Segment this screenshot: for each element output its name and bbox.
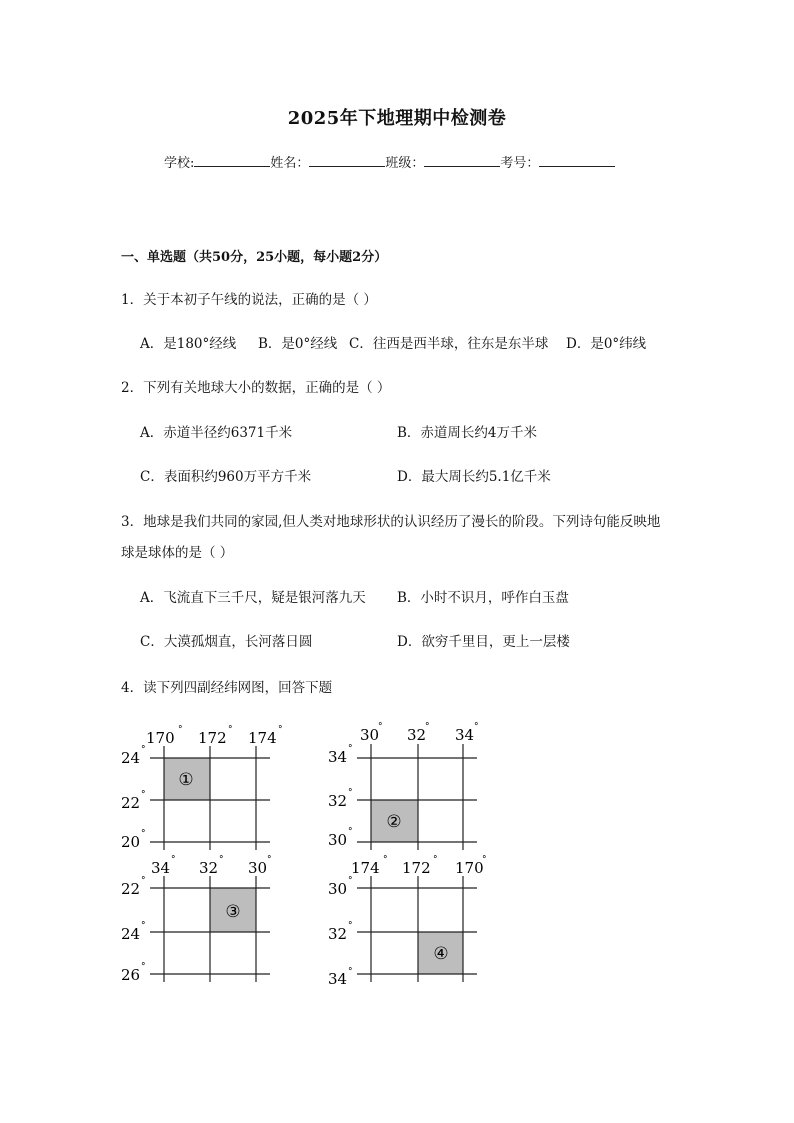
map-3-top-label-2: 32 [199, 859, 219, 877]
number-blank[interactable] [539, 152, 615, 167]
school-label: 学校: [164, 156, 195, 171]
svg-text:°: ° [141, 962, 146, 972]
map-2-marker: ② [386, 812, 402, 832]
svg-text:°: ° [378, 722, 383, 732]
map-4 [328, 855, 487, 988]
svg-text:°: ° [141, 876, 146, 886]
map-4-marker: ④ [433, 944, 449, 964]
map-3-top-label-3: 30 [248, 859, 268, 877]
svg-text:°: ° [178, 725, 183, 735]
map-3-side-label-1: 22 [121, 880, 141, 898]
map-1-marker: ① [178, 770, 194, 790]
svg-text:°: ° [433, 855, 438, 865]
q3-option-c: C．大漠孤烟直，长河落日圆 [140, 634, 313, 650]
svg-text:°: ° [278, 725, 283, 735]
svg-text:°: ° [141, 921, 146, 931]
svg-text:°: ° [348, 967, 353, 977]
q3-option-d: D．欲穷千里目，更上一层楼 [397, 634, 570, 650]
question-1-stem: 1．关于本初子午线的说法，正确的是（ ） [121, 292, 377, 308]
map-2-top-label-2: 32 [407, 726, 427, 744]
map-3 [121, 855, 272, 984]
student-info-row [164, 152, 615, 171]
map-1-side-label-3: 20 [121, 833, 141, 851]
graticule-maps [110, 718, 510, 1000]
svg-text:°: ° [228, 725, 233, 735]
school-blank[interactable] [194, 152, 270, 167]
svg-text:°: ° [348, 744, 353, 754]
page-title: 2025年下地理期中检测卷 [287, 108, 507, 129]
svg-text:°: ° [348, 876, 353, 886]
svg-text:°: ° [348, 788, 353, 798]
question-2-stem: 2．下列有关地球大小的数据，正确的是（ ） [121, 380, 391, 396]
map-1-top-label-1: 170 [146, 729, 175, 747]
svg-text:°: ° [383, 855, 388, 865]
map-4-side-label-3: 34 [328, 970, 348, 988]
map-2-top-label-3: 34 [455, 726, 475, 744]
svg-text:°: ° [171, 855, 176, 865]
svg-text:°: ° [425, 722, 430, 732]
q2-option-b: B．赤道周长约4万千米 [397, 425, 538, 441]
map-2-side-label-2: 32 [328, 792, 348, 810]
map-3-side-label-3: 26 [121, 966, 141, 984]
svg-text:°: ° [141, 829, 146, 839]
svg-text:°: ° [219, 855, 224, 865]
map-2-side-label-1: 34 [328, 748, 348, 766]
map-2 [328, 722, 479, 850]
map-2-side-label-3: 30 [328, 831, 348, 849]
q1-option-b: B．是0°经线 [258, 336, 338, 352]
svg-text:°: ° [141, 790, 146, 800]
name-blank[interactable] [309, 152, 385, 167]
map-3-marker: ③ [225, 902, 241, 922]
map-1-top-label-2: 172 [198, 729, 227, 747]
map-4-top-label-3: 170 [455, 859, 484, 877]
map-3-top-label-1: 34 [151, 859, 171, 877]
class-blank[interactable] [424, 152, 500, 167]
map-4-top-label-1: 174 [351, 859, 380, 877]
q2-option-d: D．最大周长约5.1亿千米 [397, 469, 551, 485]
map-4-side-label-1: 30 [328, 880, 348, 898]
map-1-side-label-1: 24 [121, 749, 141, 767]
svg-text:°: ° [474, 722, 479, 732]
map-1-side-label-2: 22 [121, 794, 141, 812]
q1-option-c: C．往西是西半球，往东是东半球 [349, 336, 549, 352]
q2-option-c: C．表面积约960万平方千米 [140, 469, 312, 485]
map-1-top-label-3: 174 [248, 729, 277, 747]
svg-text:°: ° [348, 921, 353, 931]
map-4-side-label-2: 32 [328, 925, 348, 943]
name-label: 姓名： [270, 156, 310, 171]
svg-text:°: ° [141, 745, 146, 755]
number-label: 考号： [500, 156, 540, 171]
svg-text:°: ° [482, 855, 487, 865]
question-3-stem-line2: 球是球体的是（ ） [121, 545, 234, 561]
q1-option-a: A．是180°经线 [140, 336, 237, 352]
class-label: 班级： [385, 156, 425, 171]
map-3-side-label-2: 24 [121, 925, 141, 943]
map-2-top-label-1: 30 [360, 726, 380, 744]
q3-option-b: B．小时不识月，呼作白玉盘 [397, 590, 569, 606]
q1-option-d: D．是0°纬线 [566, 336, 647, 352]
svg-text:°: ° [348, 827, 353, 837]
map-1 [121, 725, 283, 851]
section-heading: 一、单选题（共50分，25小题，每小题2分） [121, 250, 388, 265]
question-4-stem: 4．读下列四副经纬网图，回答下题 [121, 680, 333, 696]
map-4-top-label-2: 172 [402, 859, 431, 877]
q2-option-a: A．赤道半径约6371千米 [140, 425, 293, 441]
question-3-stem-line1: 3．地球是我们共同的家园,但人类对地球形状的认识经历了漫长的阶段。下列诗句能反映地 [121, 514, 661, 530]
q3-option-a: A．飞流直下三千尺，疑是银河落九天 [140, 590, 366, 606]
svg-text:°: ° [267, 855, 272, 865]
